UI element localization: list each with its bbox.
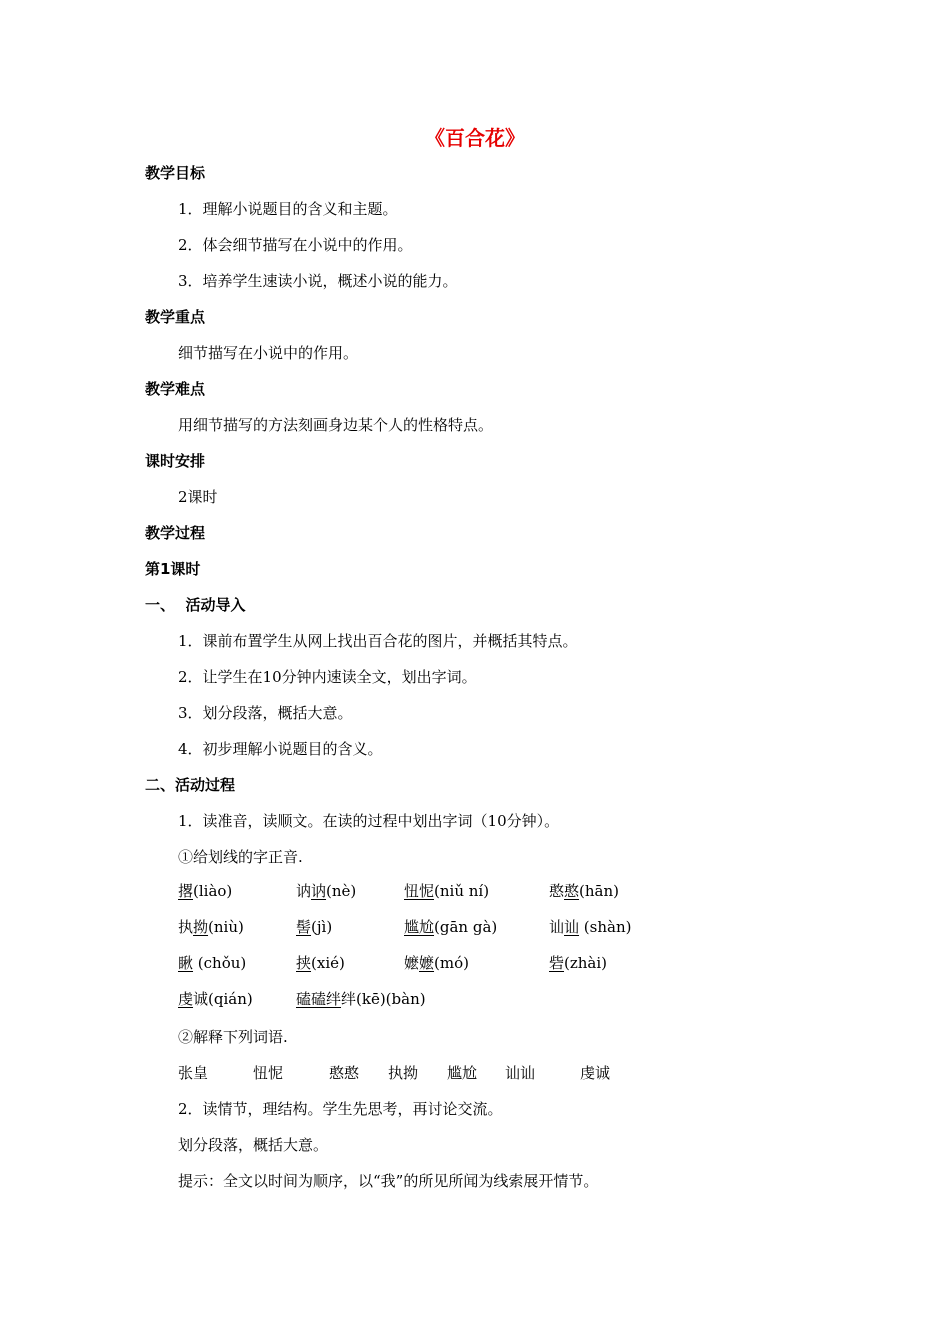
pinyin-reading: (jì)	[311, 918, 333, 936]
goal-item: 1．理解小说题目的含义和主题。	[178, 200, 398, 218]
pinyin-reading: (gān gà)	[434, 918, 498, 936]
heading-schedule: 课时安排	[145, 452, 206, 470]
part2-item2: 2．读情节，理结构。学生先思考，再讨论交流。	[178, 1100, 503, 1118]
heading-focus: 教学重点	[145, 308, 206, 326]
pinyin-reading: (xié)	[311, 954, 345, 972]
pinyin-entry	[404, 917, 497, 937]
pinyin-reading: (chǒu)	[193, 954, 247, 972]
part2-para1: 划分段落，概括大意。	[178, 1136, 329, 1154]
heading-difficulty: 教学难点	[145, 380, 206, 398]
plain-character: 执	[178, 918, 194, 936]
underlined-character: 尴尬	[404, 918, 435, 936]
underlined-character: 拗	[193, 918, 209, 936]
heading-process: 教学过程	[145, 524, 206, 542]
pinyin-entry	[178, 989, 253, 1009]
vocab-word: 忸怩	[253, 1064, 284, 1082]
pinyin-entry	[296, 989, 426, 1009]
underlined-character: 挟	[296, 954, 312, 972]
part2-item1: 1．读准音，读顺文。在读的过程中划出字词（10分钟）。	[178, 812, 560, 830]
pinyin-reading: (zhài)	[564, 954, 608, 972]
heading-goals: 教学目标	[145, 164, 206, 182]
pinyin-entry	[549, 881, 619, 901]
underlined-character: 虔	[178, 990, 194, 1008]
heading-part1: 一、 活动导入	[145, 596, 246, 614]
pinyin-entry	[178, 953, 246, 973]
part1-item: 3．划分段落，概括大意。	[178, 704, 353, 722]
pinyin-reading: 绊(kē)(bàn)	[341, 990, 426, 1008]
difficulty-text: 用细节描写的方法刻画身边某个人的性格特点。	[178, 416, 494, 434]
pinyin-reading: (mó)	[434, 954, 469, 972]
document-title: 《百合花》	[425, 126, 525, 150]
plain-character: 讷	[296, 882, 312, 900]
underlined-character: 忸怩	[404, 882, 435, 900]
underlined-character: 瞅	[178, 954, 194, 972]
underlined-character: 砦	[549, 954, 565, 972]
underlined-character: 嬷	[419, 954, 435, 972]
underlined-character: 讷	[311, 882, 327, 900]
heading-lesson1: 第1课时	[145, 560, 201, 578]
underlined-character: 髻	[296, 918, 312, 936]
part1-item: 4．初步理解小说题目的含义。	[178, 740, 383, 758]
pinyin-entry	[296, 953, 345, 973]
pinyin-entry	[178, 881, 232, 901]
pinyin-entry	[549, 917, 631, 937]
part2-sub1: ①给划线的字正音.	[178, 848, 303, 866]
underlined-character: 讪	[564, 918, 580, 936]
pinyin-entry	[296, 881, 356, 901]
pinyin-entry	[296, 917, 332, 937]
pinyin-reading: 诚(qián)	[193, 990, 253, 1008]
pinyin-reading: (hān)	[579, 882, 619, 900]
vocab-word: 讪讪	[505, 1064, 536, 1082]
part1-item: 2．让学生在10分钟内速读全文，划出字词。	[178, 668, 477, 686]
part1-item: 1．课前布置学生从网上找出百合花的图片，并概括其特点。	[178, 632, 578, 650]
pinyin-entry	[178, 917, 244, 937]
vocab-word: 虔诚	[580, 1064, 611, 1082]
plain-character: 嬷	[404, 954, 420, 972]
pinyin-entry	[404, 881, 489, 901]
pinyin-entry	[404, 953, 469, 973]
pinyin-reading: (liào)	[193, 882, 233, 900]
goal-item: 3．培养学生速读小说，概述小说的能力。	[178, 272, 458, 290]
plain-character: 讪	[549, 918, 565, 936]
vocab-word: 张皇	[178, 1064, 209, 1082]
schedule-text: 2课时	[178, 488, 218, 506]
vocab-word: 执拗	[388, 1064, 419, 1082]
underlined-character: 撂	[178, 882, 194, 900]
heading-part2: 二、活动过程	[145, 776, 236, 794]
pinyin-reading: (nè)	[326, 882, 357, 900]
focus-text: 细节描写在小说中的作用。	[178, 344, 359, 362]
underlined-character: 磕磕绊	[296, 990, 342, 1008]
pinyin-reading: (shàn)	[579, 918, 632, 936]
underlined-character: 憨	[564, 882, 580, 900]
part2-sub2: ②解释下列词语.	[178, 1028, 288, 1046]
plain-character: 憨	[549, 882, 565, 900]
vocab-word: 尴尬	[447, 1064, 478, 1082]
pinyin-reading: (niǔ ní)	[434, 882, 490, 900]
goal-item: 2．体会细节描写在小说中的作用。	[178, 236, 413, 254]
pinyin-entry	[549, 953, 607, 973]
part2-hint: 提示：全文以时间为顺序，以“我”的所见所闻为线索展开情节。	[178, 1172, 599, 1190]
pinyin-reading: (niù)	[208, 918, 244, 936]
vocab-word: 憨憨	[329, 1064, 360, 1082]
